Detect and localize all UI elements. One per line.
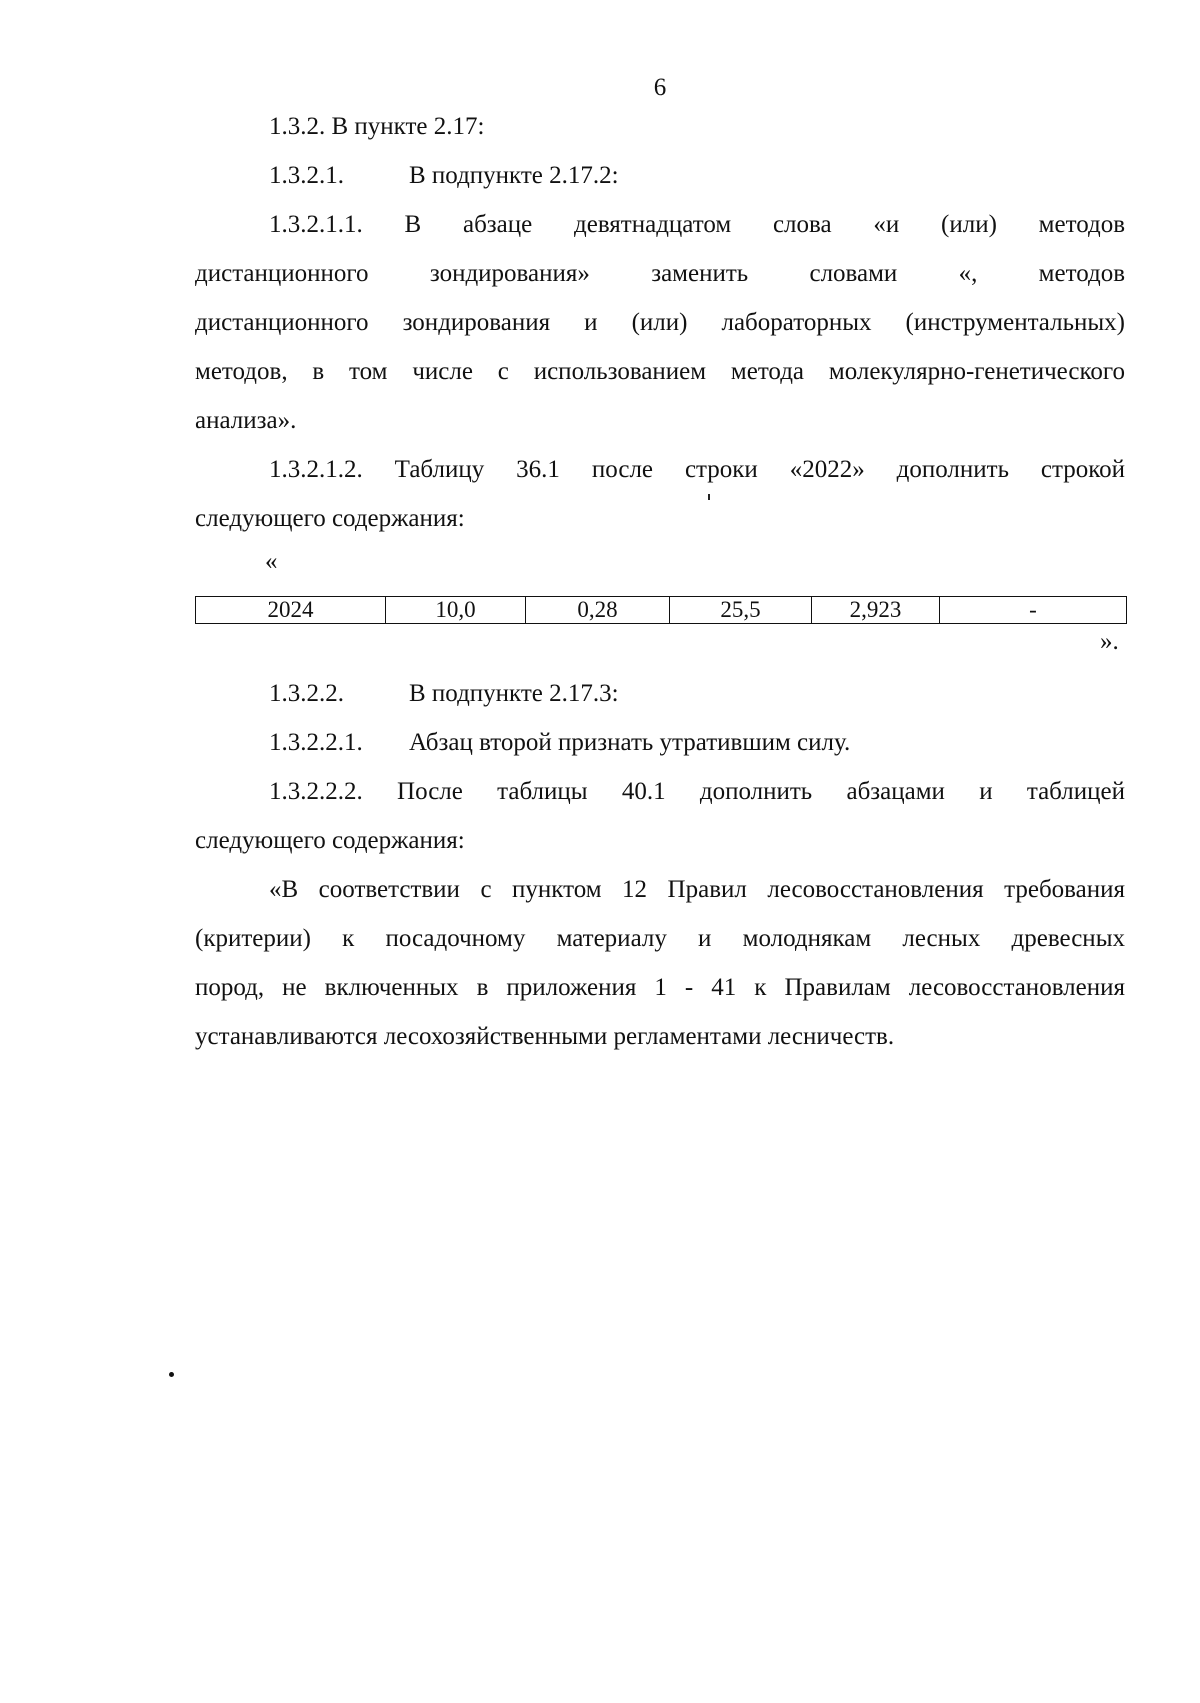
table-row xyxy=(196,597,1127,624)
inserted-table-row xyxy=(195,596,1127,624)
heading-1-3-2: 1.3.2. В пункте 2.17: xyxy=(269,113,485,140)
paragraph-line: следующего содержания: xyxy=(195,505,465,532)
paragraph-line: дистанционного зондирования и (или) лабораторных (инструментальных) xyxy=(195,309,1125,336)
item-number: 1.3.2.1. xyxy=(269,162,344,189)
opening-quote: « xyxy=(265,548,278,575)
section-1-3-2-2 xyxy=(195,669,1125,1061)
heading-1-3-2-2-1 xyxy=(195,718,1125,767)
section-1-3-2 xyxy=(195,102,1125,543)
paragraph-line: методов, в том числе с использованием метода молекулярно-генетического xyxy=(195,358,1125,385)
paragraph-line: 1.3.2.1.1. В абзаце девятнадцатом слова «и (или) методов xyxy=(269,211,1125,238)
item-number: 1.3.2.2.1. xyxy=(269,729,363,756)
paragraph-line: дистанционного зондирования» заменить словами «, методов xyxy=(195,260,1125,287)
paragraph-line: пород, не включенных в приложения 1 - 41 к Правилам лесовосстановления xyxy=(195,974,1125,1001)
heading-1-3-2-1 xyxy=(195,151,1125,200)
scan-artifact-mark xyxy=(708,494,710,500)
paragraph-line: 1.3.2.1.2. Таблицу 36.1 после строки «2022» дополнить строкой xyxy=(269,456,1125,483)
item-text: Абзац второй признать утратившим силу. xyxy=(409,729,851,756)
item-number: 1.3.2.2. xyxy=(269,680,344,707)
paragraph-line: «В соответствии с пунктом 12 Правил лесовосстановления требования xyxy=(269,876,1125,903)
scan-artifact-dot xyxy=(169,1372,174,1377)
page-number: 6 xyxy=(653,74,667,101)
paragraph-line: следующего содержания: xyxy=(195,827,465,854)
item-text: В подпункте 2.17.3: xyxy=(409,680,619,707)
closing-quote: ». xyxy=(1100,628,1119,655)
item-text: В подпункте 2.17.2: xyxy=(409,162,619,189)
table-cell: 2,923 xyxy=(812,597,940,624)
table-cell: 10,0 xyxy=(386,597,526,624)
table-cell: 25,5 xyxy=(670,597,812,624)
table-cell: 0,28 xyxy=(526,597,670,624)
paragraph-line: 1.3.2.2.2. После таблицы 40.1 дополнить абзацами и таблицей xyxy=(269,778,1125,805)
table-cell: - xyxy=(940,597,1127,624)
paragraph-line: устанавливаются лесохозяйственными регламентами лесничеств. xyxy=(195,1023,895,1050)
table-cell-year: 2024 xyxy=(196,597,386,624)
heading-1-3-2-2 xyxy=(195,669,1125,718)
paragraph-line: (критерии) к посадочному материалу и молоднякам лесных древесных xyxy=(195,925,1125,952)
paragraph-line: анализа». xyxy=(195,407,297,434)
